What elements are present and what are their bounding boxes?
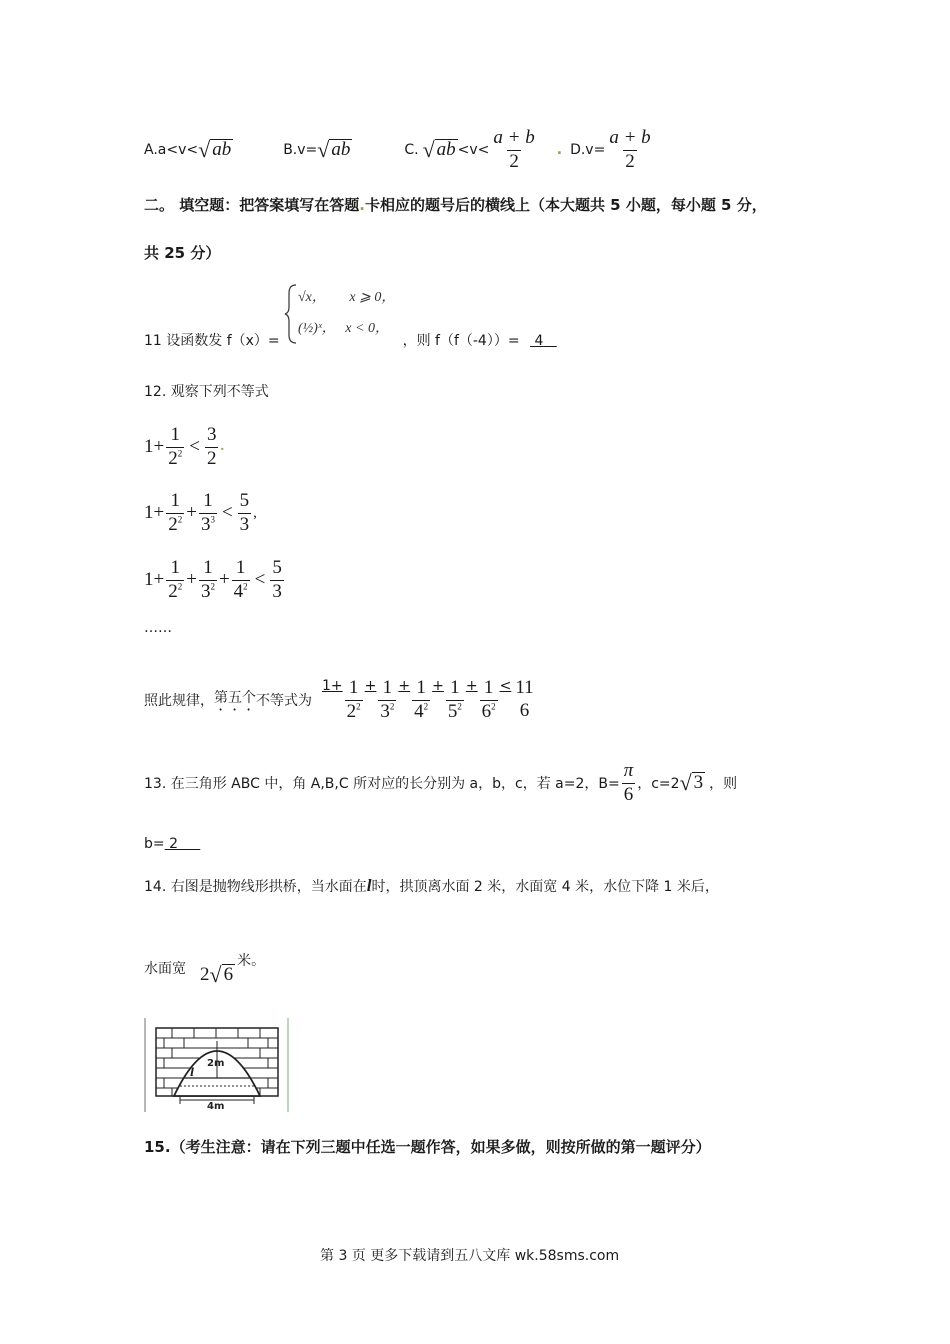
arch-bridge-image (144, 1016, 290, 1114)
option-c-sqrt: √ ab (422, 137, 456, 162)
q12-fifth-rhs: 11 6 (515, 677, 534, 721)
option-b-label: B.v= (283, 142, 318, 158)
fig-l-label: l (190, 1066, 195, 1079)
option-a-sqrt: √ ab (198, 137, 232, 162)
q12-conclusion: 照此规律， 第五个 不等式为 1+ $\frac{1}{2^2}$ + $\frac{1}{3^2}$ + $\frac{1}{4^2}$ + $\frac{1}{5^2}$ + $\frac{1}{6^2}$ < 11 6 (144, 676, 534, 722)
q11-answer: 4 (534, 333, 544, 349)
option-b-sqrt: √ ab (317, 137, 351, 162)
option-d-label: D.v= (570, 142, 606, 158)
q12-inequality-1: 1+ $\frac{1}{2^2}$ < $\frac{3}{2}$ . (144, 423, 224, 469)
q12-prompt: 12. 观察下列不等式 (144, 384, 269, 400)
section2-heading-line2: 共 25 分） (144, 244, 221, 262)
q13-pi-frac: $\frac{\pi}{6}$ (623, 759, 634, 805)
q14-text: 14. 右图是抛物线形拱桥，当水面在l时，拱顶离水面 2 米，水面宽 4 米，水位下降 1 米后， (144, 876, 719, 895)
option-d-frac: $\frac{a + b}{2}$ (609, 126, 651, 172)
options-line (144, 126, 655, 174)
decor-dot: . (556, 142, 563, 158)
q13-answer: 2 (169, 836, 178, 852)
q13-answer-line: b= 2 (144, 836, 200, 852)
page-footer: 第 3 页 更多下载请到五八文库 wk.58sms.com (320, 1248, 620, 1264)
option-c-frac: $\frac{a + b}{2}$ (493, 126, 535, 172)
q12-ellipsis: …… (144, 620, 172, 636)
q12-inequality-3: 1+ $\frac{1}{2^2}$ + $\frac{1}{3^2}$ + $\frac{1}{4^2}$ < $\frac{5}{3}$ (144, 556, 282, 602)
q12-fifth-lead: 1+ (322, 678, 343, 694)
arch-bridge-figure (144, 1016, 290, 1114)
q13-line: 13. 在三角形 ABC 中，角 A,B,C 所对应的长分别为 a，b，c，若 a=2，B= $\frac{\pi}{6}$ ，c=2 √ 3 ，则 (144, 759, 738, 805)
option-c-label: C. (404, 142, 419, 158)
q14-answer-value: 2 √ 6 (200, 962, 234, 987)
q14-answer-line: 水面宽 2 √ 6 米。 (144, 953, 266, 987)
option-c-mid: <v< (457, 142, 490, 158)
fig-width-label: 4m (207, 1101, 225, 1112)
q11-line: 11 设函数发 f（x）= ，则 f（f（-4））= 4 (144, 330, 557, 350)
q15-text: 15.（考生注意：请在下列三题中任选一题作答，如果多做，则按所做的第一题评分） (144, 1138, 711, 1156)
section2-heading: 二。 填空题：把答案填写在答题.卡相应的题号后的横线上（本大题共 5 小题，每小题 5 分， (144, 196, 767, 214)
q12-inequality-2: 1+ $\frac{1}{2^2}$ + $\frac{1}{3^3}$ < $\frac{5}{3}$ , (144, 489, 257, 535)
q11-piecewise: √x， x ⩾ 0， (½)ˣ， x < 0， (284, 283, 404, 345)
fig-height-label: 2m (207, 1058, 225, 1069)
option-a-label: A.a<v< (144, 142, 199, 158)
q13-sqrt3: √ 3 (679, 770, 704, 795)
